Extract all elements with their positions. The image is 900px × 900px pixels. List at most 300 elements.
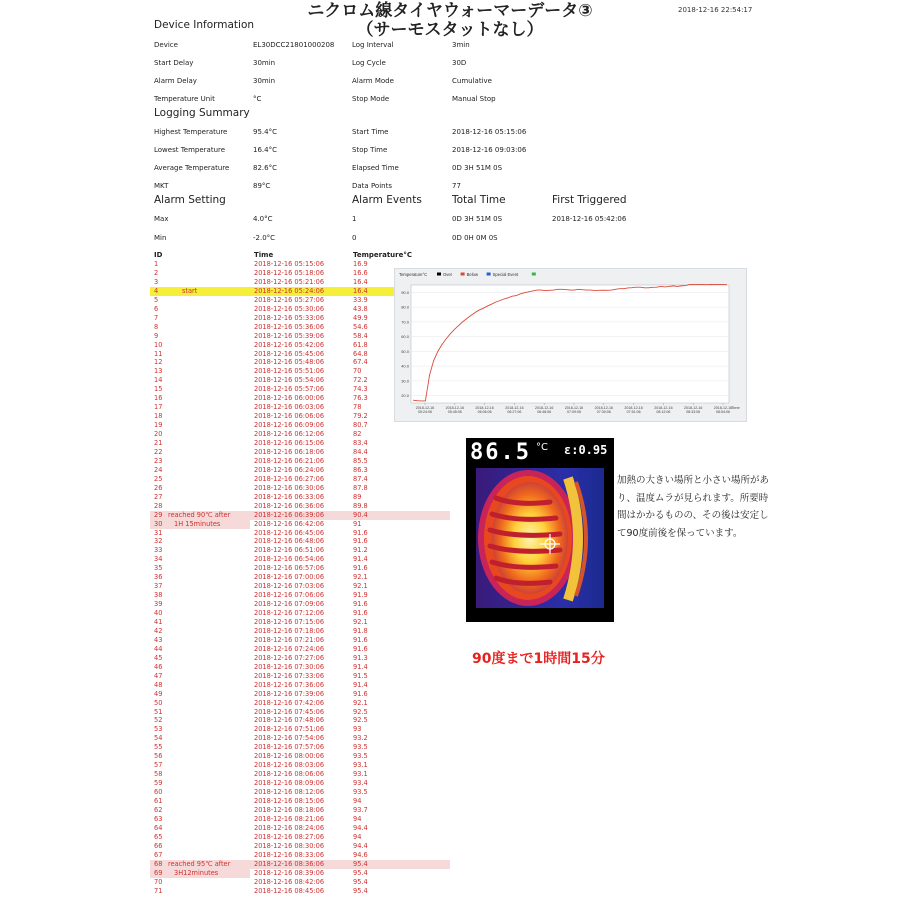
cell-temp: 91.4 bbox=[353, 555, 368, 564]
cell-time: 2018-12-16 07:45:06 bbox=[254, 707, 325, 716]
x-tick-time: 08:12:06 bbox=[656, 410, 671, 414]
x-tick-time: 06:06:06 bbox=[477, 410, 492, 414]
cell-temp: 95.4 bbox=[353, 868, 368, 877]
cell-temp: 94 bbox=[353, 814, 362, 823]
cell-time: 2018-12-16 07:12:06 bbox=[254, 609, 325, 618]
cell-temp: 79.2 bbox=[353, 412, 368, 421]
col-header-id: ID bbox=[154, 251, 163, 259]
summary-value: 2018-12-16 09:03:06 bbox=[452, 146, 527, 154]
cell-id: 31 bbox=[154, 528, 163, 537]
table-row bbox=[150, 529, 450, 538]
cell-time: 2018-12-16 08:24:06 bbox=[254, 823, 325, 832]
cell-id: 55 bbox=[154, 743, 163, 752]
cell-id: 14 bbox=[154, 376, 163, 385]
y-tick-label: 50.0 bbox=[401, 348, 409, 354]
cell-time: 2018-12-16 06:54:06 bbox=[254, 555, 325, 564]
cell-temp: 95.4 bbox=[353, 877, 368, 886]
row-annotation: reached 90℃ after bbox=[168, 510, 231, 519]
legend-swatch bbox=[437, 273, 441, 276]
cell-id: 70 bbox=[154, 877, 163, 886]
cell-time: 2018-12-16 06:18:06 bbox=[254, 447, 325, 456]
temperature-chart bbox=[394, 268, 747, 422]
cell-time: 2018-12-16 08:39:06 bbox=[254, 868, 325, 877]
cell-time: 2018-12-16 05:21:06 bbox=[254, 277, 325, 286]
cell-time: 2018-12-16 06:33:06 bbox=[254, 492, 325, 501]
x-tick-time: 06:27:06 bbox=[507, 410, 522, 414]
table-row bbox=[150, 502, 450, 511]
cell-time: 2018-12-16 05:45:06 bbox=[254, 349, 325, 358]
cell-temp: 16.4 bbox=[353, 286, 368, 295]
cell-id: 35 bbox=[154, 564, 163, 573]
thermal-camera-image bbox=[466, 438, 614, 622]
cell-id: 42 bbox=[154, 626, 163, 635]
cell-time: 2018-12-16 07:39:06 bbox=[254, 689, 325, 698]
cell-temp: 94 bbox=[353, 797, 362, 805]
cell-id: 51 bbox=[154, 707, 163, 716]
cell-time: 2018-12-16 08:00:06 bbox=[254, 752, 325, 761]
report-timestamp: 2018-12-16 22:54:17 bbox=[678, 6, 753, 14]
cell-id: 4 bbox=[154, 286, 159, 295]
cell-temp: 91.8 bbox=[353, 626, 368, 635]
cell-id: 23 bbox=[154, 456, 163, 465]
table-row bbox=[150, 448, 450, 457]
alarm-events: 0 bbox=[352, 234, 357, 242]
cell-time: 2018-12-16 06:45:06 bbox=[254, 528, 325, 537]
cell-time: 2018-12-16 08:45:06 bbox=[254, 886, 325, 895]
cell-temp: 93.1 bbox=[353, 770, 368, 779]
cell-id: 62 bbox=[154, 805, 163, 814]
summary-value: 95.4°C bbox=[253, 128, 277, 136]
table-row bbox=[150, 887, 450, 896]
summary-label: Start Time bbox=[352, 128, 389, 136]
cell-time: 2018-12-16 08:33:06 bbox=[254, 850, 325, 859]
page-title bbox=[300, 2, 600, 40]
cell-id: 67 bbox=[154, 850, 163, 859]
cell-time: 2018-12-16 05:54:06 bbox=[254, 376, 325, 385]
cell-temp: 16.4 bbox=[353, 277, 368, 286]
cell-time: 2018-12-16 06:27:06 bbox=[254, 474, 325, 483]
table-row bbox=[150, 457, 450, 466]
summary-callout: 90度まで1時間15分 bbox=[472, 651, 605, 667]
table-row bbox=[150, 833, 450, 842]
device-info-label: Temperature Unit bbox=[154, 95, 215, 103]
device-info-heading: Device Information bbox=[154, 19, 255, 31]
cell-id: 40 bbox=[154, 609, 163, 618]
cell-time: 2018-12-16 05:36:06 bbox=[254, 322, 325, 331]
x-tick-time: 07:51:06 bbox=[626, 410, 641, 414]
table-row bbox=[150, 681, 450, 690]
cell-temp: 91.6 bbox=[353, 564, 368, 573]
x-tick-time: 08:33:06 bbox=[686, 410, 701, 414]
col-header-temp: Temperature°C bbox=[353, 251, 412, 259]
cell-time: 2018-12-16 05:30:06 bbox=[254, 304, 325, 313]
cell-temp: 91.6 bbox=[353, 537, 368, 546]
cell-id: 15 bbox=[154, 385, 163, 394]
table-row bbox=[150, 779, 450, 788]
cell-id: 22 bbox=[154, 447, 163, 456]
cell-id: 60 bbox=[154, 788, 163, 797]
cell-time: 2018-12-16 08:21:06 bbox=[254, 814, 325, 823]
cell-id: 65 bbox=[154, 832, 163, 841]
cell-id: 56 bbox=[154, 752, 163, 761]
x-tick-date: 2018-12-16 bbox=[713, 406, 733, 410]
table-row bbox=[150, 842, 450, 851]
cell-temp: 91.6 bbox=[353, 528, 368, 537]
cell-temp: 93.1 bbox=[353, 761, 368, 770]
cell-id: 34 bbox=[154, 555, 163, 564]
cell-time: 2018-12-16 06:09:06 bbox=[254, 421, 325, 430]
table-row bbox=[150, 860, 450, 869]
summary-label: Data Points bbox=[352, 182, 392, 190]
cell-id: 18 bbox=[154, 412, 163, 421]
table-row bbox=[150, 511, 450, 520]
table-row bbox=[150, 654, 450, 663]
table-row bbox=[150, 645, 450, 654]
title-line-2: （サーモスタットなし） bbox=[356, 20, 544, 40]
cell-time: 2018-12-16 07:36:06 bbox=[254, 680, 325, 689]
alarm-label: Max bbox=[154, 215, 169, 223]
cell-id: 5 bbox=[154, 295, 159, 304]
row-annotation: reached 95℃ after bbox=[168, 859, 231, 868]
cell-id: 48 bbox=[154, 680, 163, 689]
table-row bbox=[150, 743, 450, 752]
cell-time: 2018-12-16 07:24:06 bbox=[254, 644, 325, 653]
device-info-value: °C bbox=[253, 95, 262, 103]
summary-value: 2018-12-16 05:15:06 bbox=[452, 128, 527, 136]
cell-id: 8 bbox=[154, 322, 159, 331]
table-row bbox=[150, 690, 450, 699]
table-row bbox=[150, 663, 450, 672]
cell-id: 2 bbox=[154, 268, 159, 277]
table-row bbox=[150, 591, 450, 600]
cell-time: 2018-12-16 07:30:06 bbox=[254, 662, 325, 671]
summary-value: 89°C bbox=[253, 182, 271, 190]
cell-id: 10 bbox=[154, 340, 163, 349]
cell-id: 38 bbox=[154, 591, 163, 600]
cell-id: 69 bbox=[154, 868, 163, 877]
cell-time: 2018-12-16 06:06:06 bbox=[254, 412, 325, 421]
cell-temp: 94.4 bbox=[353, 841, 368, 850]
cell-time: 2018-12-16 05:18:06 bbox=[254, 268, 325, 277]
cell-temp: 91.6 bbox=[353, 644, 368, 653]
cell-id: 21 bbox=[154, 439, 163, 447]
cell-id: 50 bbox=[154, 698, 163, 707]
x-tick-date: 2018-12-16 bbox=[564, 406, 584, 410]
thermal-tire-picture bbox=[476, 468, 604, 608]
cell-time: 2018-12-16 07:18:06 bbox=[254, 626, 325, 635]
cell-time: 2018-12-16 06:39:06 bbox=[254, 510, 325, 519]
cell-id: 29 bbox=[154, 510, 163, 519]
cell-time: 2018-12-16 08:12:06 bbox=[254, 788, 325, 797]
cell-time: 2018-12-16 05:33:06 bbox=[254, 313, 325, 322]
cell-temp: 91.3 bbox=[353, 653, 368, 662]
cell-id: 12 bbox=[154, 358, 163, 367]
table-row bbox=[150, 546, 450, 555]
legend-swatch bbox=[487, 273, 491, 276]
legend-label: Below bbox=[466, 272, 479, 277]
cell-time: 2018-12-16 07:42:06 bbox=[254, 698, 325, 707]
summary-label: Lowest Temperature bbox=[154, 146, 226, 154]
cell-id: 39 bbox=[154, 600, 163, 609]
alarm-events-heading: Alarm Events bbox=[352, 194, 422, 206]
cell-temp: 93.5 bbox=[353, 788, 368, 797]
cell-temp: 93.2 bbox=[353, 734, 368, 743]
cell-id: 58 bbox=[154, 770, 163, 779]
row-annotation: 3H12minutes bbox=[174, 868, 219, 877]
cell-time: 2018-12-16 06:03:06 bbox=[254, 403, 325, 412]
cell-temp: 16.6 bbox=[353, 268, 368, 277]
cell-temp: 82 bbox=[353, 430, 362, 439]
cell-temp: 90.4 bbox=[353, 510, 368, 519]
cell-time: 2018-12-16 07:06:06 bbox=[254, 591, 325, 600]
cell-temp: 49.9 bbox=[353, 313, 368, 322]
cell-time: 2018-12-16 08:09:06 bbox=[254, 779, 325, 788]
cell-id: 27 bbox=[154, 492, 163, 501]
cell-time: 2018-12-16 05:24:06 bbox=[254, 286, 325, 295]
x-tick-time: 08:54:06 bbox=[716, 410, 730, 414]
y-tick-label: 90.0 bbox=[401, 289, 409, 295]
device-info-label: Stop Mode bbox=[352, 95, 390, 103]
cell-temp: 92.1 bbox=[353, 582, 368, 591]
cell-time: 2018-12-16 08:42:06 bbox=[254, 877, 325, 886]
alarm-events: 1 bbox=[352, 215, 357, 223]
cell-time: 2018-12-16 06:00:06 bbox=[254, 394, 325, 403]
logging-summary-heading: Logging Summary bbox=[154, 107, 250, 119]
cell-id: 20 bbox=[154, 430, 163, 439]
cell-id: 13 bbox=[154, 367, 163, 376]
table-row bbox=[150, 824, 450, 833]
alarm-label: Min bbox=[154, 234, 167, 242]
summary-value: 16.4°C bbox=[253, 146, 277, 154]
device-info-label: Alarm Delay bbox=[154, 77, 197, 85]
cell-id: 63 bbox=[154, 814, 163, 823]
device-info-value: 3min bbox=[452, 41, 470, 49]
cell-time: 2018-12-16 07:27:06 bbox=[254, 653, 325, 662]
table-row bbox=[150, 815, 450, 824]
chart-svg bbox=[395, 269, 746, 421]
x-tick-date: 2018-12-16 bbox=[445, 406, 464, 410]
cell-id: 54 bbox=[154, 734, 163, 743]
cell-time: 2018-12-16 07:54:06 bbox=[254, 734, 325, 743]
cell-time: 2018-12-16 07:21:06 bbox=[254, 635, 325, 644]
table-row bbox=[150, 573, 450, 582]
table-row bbox=[150, 609, 450, 618]
cell-id: 44 bbox=[154, 644, 163, 653]
cell-temp: 91.9 bbox=[353, 591, 368, 600]
cell-id: 7 bbox=[154, 313, 159, 322]
cell-id: 32 bbox=[154, 537, 163, 546]
x-tick-time: 07:09:06 bbox=[567, 410, 581, 414]
cell-id: 33 bbox=[154, 546, 163, 555]
table-row bbox=[150, 797, 450, 806]
plot-area bbox=[411, 285, 729, 403]
row-annotation: 1H 15minutes bbox=[174, 519, 221, 528]
device-info-value: Cumulative bbox=[452, 77, 492, 85]
x-tick-time: 05:45:06 bbox=[447, 410, 462, 414]
cell-id: 24 bbox=[154, 465, 163, 474]
cell-id: 71 bbox=[154, 886, 163, 895]
cell-temp: 78 bbox=[353, 403, 362, 412]
cell-id: 37 bbox=[154, 582, 163, 591]
table-row bbox=[150, 716, 450, 725]
cell-time: 2018-12-16 08:03:06 bbox=[254, 761, 325, 770]
legend-swatch bbox=[532, 273, 536, 276]
table-row bbox=[150, 466, 450, 475]
summary-label: Stop Time bbox=[352, 146, 388, 154]
thermal-reading: 86.5 bbox=[470, 440, 531, 465]
table-row bbox=[150, 725, 450, 734]
x-tick-date: 2018-12-16 bbox=[475, 406, 494, 410]
cell-time: 2018-12-16 07:03:06 bbox=[254, 582, 325, 591]
cell-temp: 43.8 bbox=[353, 304, 368, 313]
cell-time: 2018-12-16 06:42:06 bbox=[254, 519, 325, 528]
cell-time: 2018-12-16 06:15:06 bbox=[254, 439, 325, 447]
cell-temp: 76.3 bbox=[353, 394, 368, 403]
cell-time: 2018-12-16 07:57:06 bbox=[254, 743, 325, 752]
x-tick-time: 07:30:06 bbox=[596, 410, 611, 414]
cell-temp: 70 bbox=[353, 367, 362, 376]
cell-id: 61 bbox=[154, 797, 163, 805]
table-row bbox=[150, 475, 450, 484]
cell-temp: 91.4 bbox=[353, 662, 368, 671]
cell-temp: 92.1 bbox=[353, 698, 368, 707]
y-tick-label: 80.0 bbox=[401, 304, 409, 310]
total-time-heading: Total Time bbox=[452, 194, 506, 206]
cell-id: 52 bbox=[154, 716, 163, 725]
cell-temp: 74.3 bbox=[353, 385, 368, 394]
summary-value: 77 bbox=[452, 182, 461, 190]
cell-id: 47 bbox=[154, 671, 163, 680]
first-triggered-heading: First Triggered bbox=[552, 194, 627, 206]
table-row bbox=[150, 851, 450, 860]
device-info-value: EL30DCC21801000208 bbox=[253, 41, 335, 49]
cell-temp: 86.3 bbox=[353, 465, 368, 474]
table-row bbox=[150, 537, 450, 546]
cell-id: 59 bbox=[154, 779, 163, 788]
device-info-value: 30min bbox=[253, 77, 276, 85]
cell-time: 2018-12-16 06:57:06 bbox=[254, 564, 325, 573]
title-line-1: ニクロム線タイヤウォーマーデータ③ bbox=[307, 1, 593, 21]
cell-time: 2018-12-16 06:51:06 bbox=[254, 546, 325, 555]
alarm-total: 0D 0H 0M 0S bbox=[452, 234, 498, 242]
cell-temp: 91.4 bbox=[353, 680, 368, 689]
cell-temp: 83.4 bbox=[353, 439, 368, 447]
cell-temp: 33.9 bbox=[353, 295, 368, 304]
cell-temp: 91.2 bbox=[353, 546, 368, 555]
cell-temp: 16.9 bbox=[353, 260, 368, 268]
cell-temp: 89.8 bbox=[353, 501, 368, 510]
cell-id: 41 bbox=[154, 618, 163, 626]
cell-temp: 92.5 bbox=[353, 707, 368, 716]
x-tick-date: 2018-12-16 bbox=[594, 406, 613, 410]
table-row bbox=[150, 699, 450, 708]
cell-temp: 94.4 bbox=[353, 823, 368, 832]
cell-time: 2018-12-16 07:15:06 bbox=[254, 618, 325, 626]
cell-time: 2018-12-16 05:27:06 bbox=[254, 295, 325, 304]
cell-time: 2018-12-16 05:57:06 bbox=[254, 385, 325, 394]
cell-id: 1 bbox=[154, 260, 159, 268]
cell-temp: 89 bbox=[353, 492, 362, 501]
table-row bbox=[150, 618, 450, 627]
cell-id: 25 bbox=[154, 474, 163, 483]
thermal-unit: °C bbox=[536, 442, 548, 453]
alarm-setting-heading: Alarm Setting bbox=[154, 194, 226, 206]
cell-time: 2018-12-16 05:15:06 bbox=[254, 260, 325, 268]
cell-id: 53 bbox=[154, 725, 163, 734]
cell-time: 2018-12-16 06:24:06 bbox=[254, 465, 325, 474]
alarm-value: -2.0°C bbox=[253, 234, 276, 242]
table-row bbox=[150, 761, 450, 770]
observation-note: 加熱の大きい場所と小さい場所があり、温度ムラが見られます。所要時間はかかるものの、その後は安定して90度前後を保っています。 bbox=[617, 475, 770, 539]
y-tick-label: 70.0 bbox=[401, 319, 409, 325]
cell-time: 2018-12-16 08:06:06 bbox=[254, 770, 325, 779]
row-annotation: start bbox=[182, 286, 198, 295]
x-axis-label: Time bbox=[731, 405, 740, 410]
table-row bbox=[150, 493, 450, 502]
cell-time: 2018-12-16 06:21:06 bbox=[254, 456, 325, 465]
alarm-first: 2018-12-16 05:42:06 bbox=[552, 215, 627, 223]
cell-temp: 91.5 bbox=[353, 671, 368, 680]
cell-temp: 91 bbox=[353, 519, 362, 528]
cell-temp: 91.6 bbox=[353, 689, 368, 698]
thermal-emissivity: ε:0.95 bbox=[564, 443, 608, 457]
cell-id: 57 bbox=[154, 761, 163, 770]
cell-temp: 91.6 bbox=[353, 609, 368, 618]
cell-temp: 91.6 bbox=[353, 635, 368, 644]
x-tick-date: 2018-12-16 bbox=[624, 406, 643, 410]
summary-label: Average Temperature bbox=[154, 164, 230, 172]
table-row bbox=[150, 600, 450, 609]
x-tick-date: 2018-12-16 bbox=[505, 406, 524, 410]
table-row bbox=[150, 788, 450, 797]
cell-id: 6 bbox=[154, 304, 159, 313]
cell-time: 2018-12-16 06:30:06 bbox=[254, 483, 325, 492]
legend-swatch bbox=[461, 273, 465, 276]
cell-temp: 64.8 bbox=[353, 349, 368, 358]
cell-temp: 92.1 bbox=[353, 618, 368, 626]
cell-id: 9 bbox=[154, 331, 159, 340]
device-info-label: Start Delay bbox=[154, 59, 194, 67]
table-row bbox=[150, 869, 450, 878]
cell-time: 2018-12-16 07:48:06 bbox=[254, 716, 325, 725]
cell-time: 2018-12-16 07:51:06 bbox=[254, 725, 325, 734]
x-tick-date: 2018-12-16 bbox=[415, 406, 435, 410]
device-info-label: Alarm Mode bbox=[352, 77, 394, 85]
cell-time: 2018-12-16 05:39:06 bbox=[254, 331, 325, 340]
y-tick-label: 30.0 bbox=[401, 378, 409, 384]
cell-temp: 93.5 bbox=[353, 752, 368, 761]
cell-temp: 84.4 bbox=[353, 447, 368, 456]
cell-time: 2018-12-16 08:18:06 bbox=[254, 805, 325, 814]
cell-temp: 93.7 bbox=[353, 805, 368, 814]
cell-temp: 54.6 bbox=[353, 322, 368, 331]
x-tick-time: 06:48:06 bbox=[537, 410, 552, 414]
col-header-time: Time bbox=[254, 251, 274, 259]
cell-id: 26 bbox=[154, 483, 163, 492]
y-tick-label: 60.0 bbox=[401, 334, 409, 340]
alarm-value: 4.0°C bbox=[253, 215, 273, 223]
x-tick-date: 2018-12-16 bbox=[654, 406, 673, 410]
cell-time: 2018-12-16 08:15:06 bbox=[254, 797, 325, 805]
cell-id: 45 bbox=[154, 653, 163, 662]
cell-id: 16 bbox=[154, 394, 163, 403]
cell-id: 3 bbox=[154, 277, 159, 286]
cell-time: 2018-12-16 06:36:06 bbox=[254, 501, 325, 510]
table-row bbox=[150, 564, 450, 573]
cell-temp: 92.1 bbox=[353, 573, 368, 582]
summary-label: Highest Temperature bbox=[154, 128, 228, 136]
cell-temp: 94 bbox=[353, 832, 362, 841]
